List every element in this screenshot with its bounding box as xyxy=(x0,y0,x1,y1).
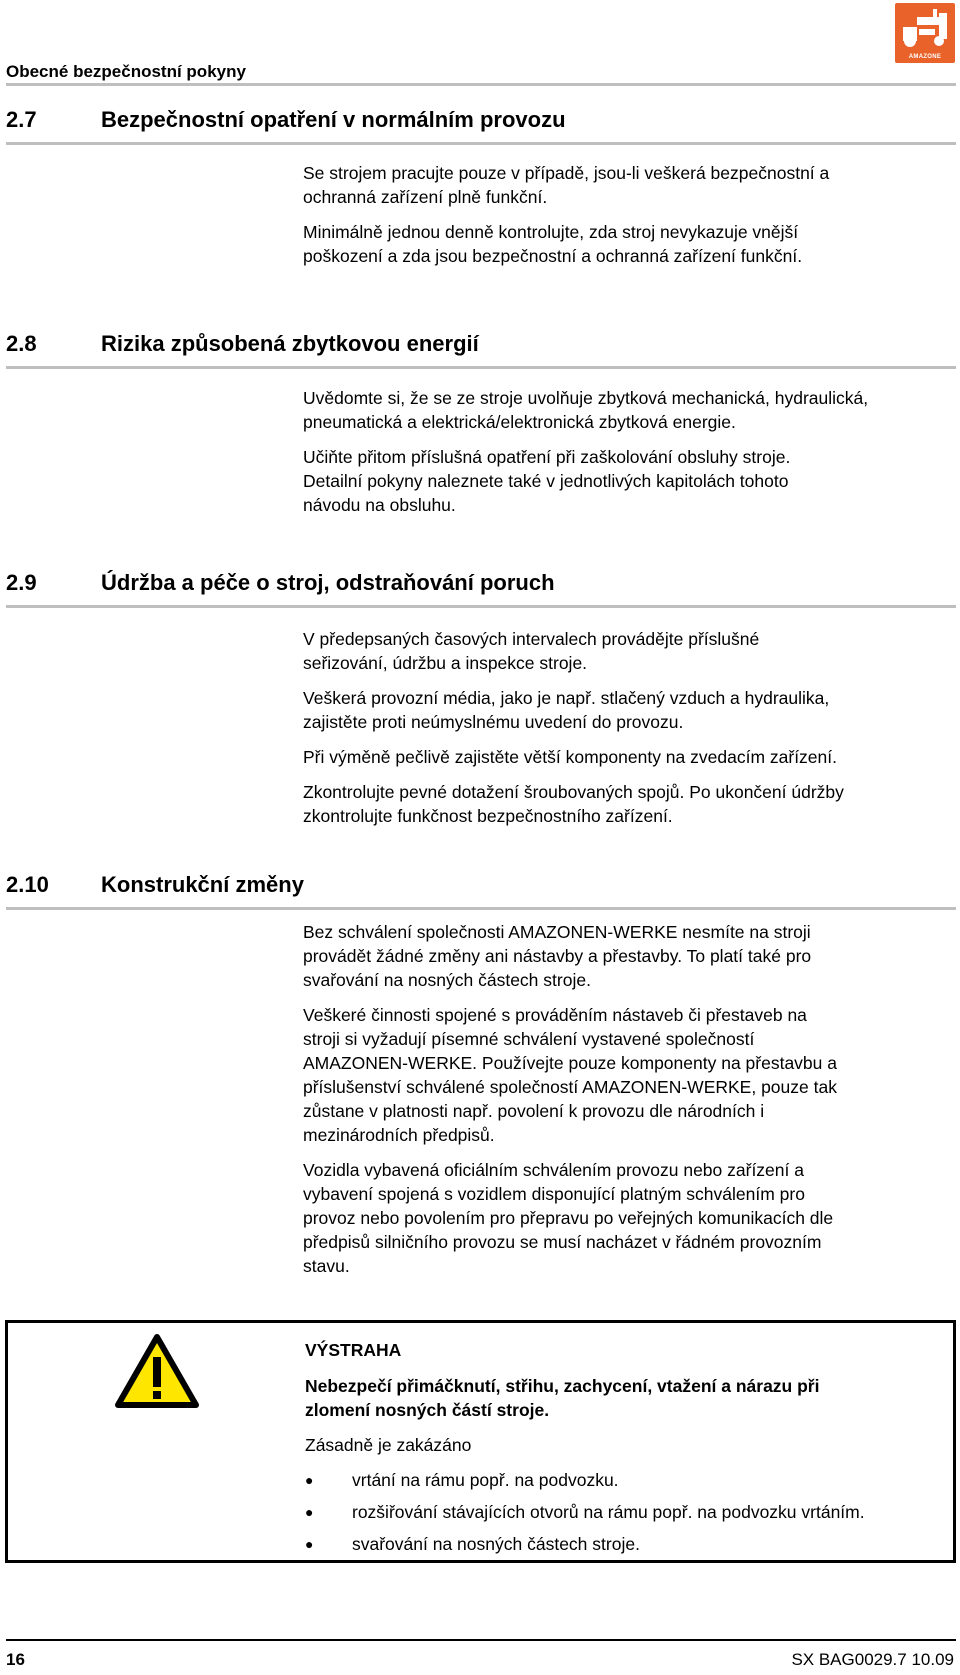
header-rule xyxy=(6,83,956,86)
bullet-icon: ● xyxy=(305,1536,314,1552)
text-line: stavu. xyxy=(303,1256,350,1276)
list-item xyxy=(305,1532,945,1556)
text-line: Učiňte přitom příslušná opatření při zaškolování obsluhy stroje. xyxy=(303,447,791,467)
text-line: Veškerá provozní média, jako je např. stlačený vzduch a hydraulika, xyxy=(303,688,830,708)
text-line: Bez schválení společnosti AMAZONEN-WERKE nesmíte na stroji xyxy=(303,922,811,942)
text-line: Vozidla vybavená oficiálním schválením provozu nebo zařízení a xyxy=(303,1160,804,1180)
bullet-icon: ● xyxy=(305,1472,314,1488)
list-item-text: rozšiřování stávajících otvorů na rámu popř. na podvozku vrtáním. xyxy=(352,1502,865,1522)
section-body-2-9 xyxy=(303,627,955,839)
section-title: Údržba a péče o stroj, odstraňování poruch xyxy=(101,570,555,595)
bullet-icon: ● xyxy=(305,1504,314,1520)
text-line: stroji si vyžadují písemné schválení vystavené společností xyxy=(303,1029,755,1049)
text-line: seřizování, údržbu a inspekce stroje. xyxy=(303,653,588,673)
section-heading-2-8 xyxy=(6,331,479,357)
tractor-icon xyxy=(895,3,955,49)
text-line: provoz nebo povolením pro přepravu po veřejných komunikacích dle xyxy=(303,1208,834,1228)
text-line: vybavení spojená s vozidlem disponující platným schválením pro xyxy=(303,1184,805,1204)
text-line: zůstane v platnosti např. povolení k provozu dle národních i xyxy=(303,1101,765,1121)
text-line: Uvědomte si, že se ze stroje uvolňuje zbytková mechanická, hydraulická, xyxy=(303,388,869,408)
text-line: předpisů silničního provozu se musí nacházet v řádném provozním xyxy=(303,1232,822,1252)
list-item xyxy=(305,1500,945,1524)
paragraph xyxy=(303,686,955,734)
warning-list xyxy=(305,1468,945,1556)
warning-content xyxy=(305,1338,945,1564)
section-number: 2.8 xyxy=(6,331,37,356)
amazone-logo xyxy=(895,3,955,63)
section-title: Bezpečnostní opatření v normálním provozu xyxy=(101,107,566,132)
paragraph xyxy=(303,780,955,828)
paragraph xyxy=(303,445,955,517)
section-number: 2.10 xyxy=(6,872,49,897)
section-heading-2-7 xyxy=(6,107,566,133)
logo-text: AMAZONE xyxy=(908,54,942,60)
warning-triangle-icon xyxy=(114,1333,200,1414)
page-number: 16 xyxy=(6,1650,25,1669)
warning-box xyxy=(5,1320,956,1563)
text-line: Při výměně pečlivě zajistěte větší komponenty na zvedacím zařízení. xyxy=(303,747,837,767)
text-line: provádět žádné změny ani nástavby a přestavby. To platí také pro xyxy=(303,946,812,966)
text-line: ochranná zařízení plně funkční. xyxy=(303,187,548,207)
warning-hazard-text xyxy=(305,1374,945,1422)
text-line: zlomení nosných částí stroje. xyxy=(305,1400,550,1420)
list-item-text: vrtání na rámu popř. na podvozku. xyxy=(352,1470,619,1490)
text-line: Detailní pokyny naleznete také v jednotlivých kapitolách tohoto xyxy=(303,471,789,491)
paragraph xyxy=(303,627,955,675)
text-line: návodu na obsluhu. xyxy=(303,495,456,515)
list-item-text: svařování na nosných částech stroje. xyxy=(352,1534,640,1554)
text-line: Minimálně jednou denně kontrolujte, zda stroj nevykazuje vnější xyxy=(303,222,799,242)
text-line: zajistěte proti neúmyslnému uvedení do provozu. xyxy=(303,712,684,732)
text-line: Veškeré činnosti spojené s prováděním nástaveb či přestaveb na xyxy=(303,1005,807,1025)
text-line: AMAZONEN-WERKE. Používejte pouze komponenty na přestavbu a xyxy=(303,1053,837,1073)
document-id: SX BAG0029.7 10.09 xyxy=(791,1650,954,1669)
text-line: zkontrolujte funkčnost bezpečnostního zařízení. xyxy=(303,806,673,826)
section-body-2-7 xyxy=(303,161,955,279)
section-rule xyxy=(6,142,956,145)
section-rule xyxy=(6,907,956,910)
paragraph xyxy=(303,1003,955,1147)
running-header-title: Obecné bezpečnostní pokyny xyxy=(6,62,246,81)
text-line: Nebezpečí přimáčknutí, střihu, zachycení, vtažení a nárazu při xyxy=(305,1376,820,1396)
section-number: 2.7 xyxy=(6,107,37,132)
section-body-2-8 xyxy=(303,386,955,528)
text-line: poškození a zda jsou bezpečnostní a ochranná zařízení funkční. xyxy=(303,246,803,266)
list-item xyxy=(305,1468,945,1492)
paragraph xyxy=(303,386,955,434)
section-title: Konstrukční změny xyxy=(101,872,304,897)
paragraph xyxy=(303,220,955,268)
section-title: Rizika způsobená zbytkovou energií xyxy=(101,331,479,356)
section-number: 2.9 xyxy=(6,570,37,595)
footer-rule xyxy=(6,1639,956,1641)
section-heading-2-10 xyxy=(6,872,304,898)
paragraph xyxy=(303,920,955,992)
text-line: mezinárodních předpisů. xyxy=(303,1125,495,1145)
paragraph xyxy=(303,1158,955,1278)
warning-title: VÝSTRAHA xyxy=(305,1340,402,1360)
text-line: pneumatická a elektrická/elektronická zbytková energie. xyxy=(303,412,736,432)
text-line: příslušenství schválené společností AMAZONEN-WERKE, pouze tak xyxy=(303,1077,837,1097)
text-line: Se strojem pracujte pouze v případě, jsou-li veškerá bezpečnostní a xyxy=(303,163,830,183)
warning-intro: Zásadně je zakázáno xyxy=(305,1435,472,1455)
text-line: svařování na nosných částech stroje. xyxy=(303,970,591,990)
section-rule xyxy=(6,605,956,608)
section-body-2-10 xyxy=(303,920,955,1289)
text-line: V předepsaných časových intervalech provádějte příslušné xyxy=(303,629,760,649)
text-line: Zkontrolujte pevné dotažení šroubovaných spojů. Po ukončení údržby xyxy=(303,782,844,802)
paragraph xyxy=(303,161,955,209)
section-heading-2-9 xyxy=(6,570,555,596)
paragraph xyxy=(303,745,955,769)
section-rule xyxy=(6,366,956,369)
